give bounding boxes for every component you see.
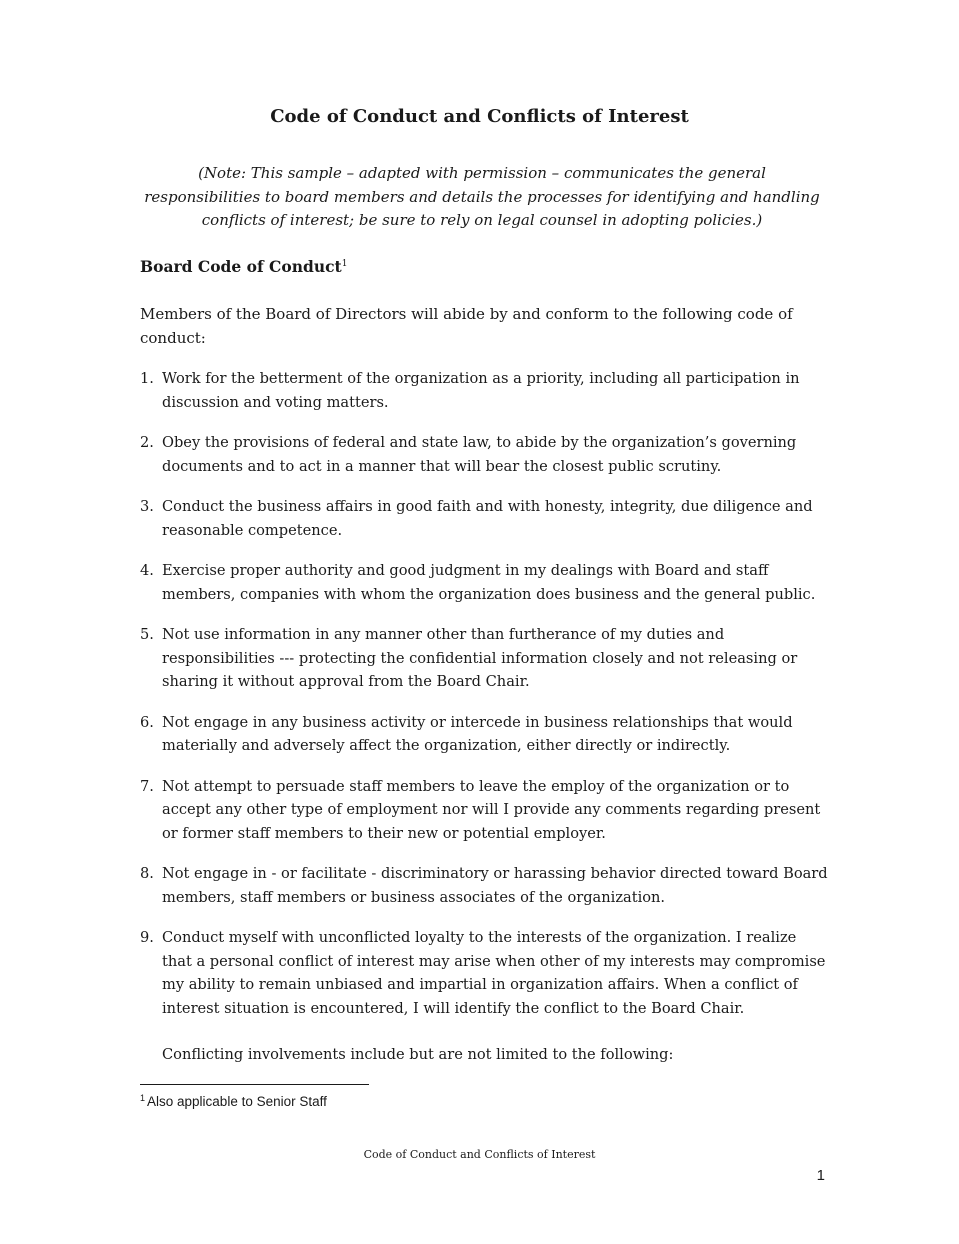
list-item-number: 8. bbox=[140, 865, 154, 882]
list-item-text: Not engage in - or facilitate - discriminatory or harassing behavior directed toward Board members, staff members or business associates of the organization. bbox=[162, 865, 828, 906]
page-number: 1 bbox=[816, 1167, 825, 1184]
list-item bbox=[140, 431, 828, 478]
section-heading-text: Board Code of Conduct bbox=[140, 257, 342, 276]
list-item-number: 9. bbox=[140, 929, 154, 946]
document-title: Code of Conduct and Conflicts of Interest bbox=[270, 106, 689, 127]
list-item bbox=[140, 623, 828, 694]
code-of-conduct-list bbox=[140, 367, 828, 1020]
footnote-marker: 1 bbox=[140, 1092, 146, 1103]
list-item bbox=[140, 862, 828, 909]
list-item bbox=[140, 926, 828, 1020]
list-item bbox=[140, 711, 828, 758]
list-item-number: 1. bbox=[140, 370, 154, 387]
list-item-number: 7. bbox=[140, 777, 154, 795]
list-item-text: Not use information in any manner other than furtherance of my duties and responsibilities --- protecting the confidential information closely and not releasing or sharing it without approval from the Board Chair. bbox=[162, 626, 798, 690]
list-item-text: Conduct myself with unconflicted loyalty to the interests of the organization. I realize that a personal conflict of interest may arise when other of my interests may compromise my ability to remain unbiased and impartial in organization affairs. When a conflict of interest situation is encountered, I will identify the conflict to the Board Chair. bbox=[162, 929, 826, 1017]
list-item-number: 6. bbox=[140, 713, 154, 731]
running-footer: Code of Conduct and Conflicts of Interest bbox=[363, 1148, 596, 1161]
list-item-text: Conduct the business affairs in good faith and with honesty, integrity, due diligence and reasonable competence. bbox=[162, 498, 813, 539]
conflicting-involvements-paragraph: Conflicting involvements include but are not limited to the following: bbox=[162, 1046, 674, 1063]
list-item-text: Not attempt to persuade staff members to leave the employ of the organization or to accept any other type of employment nor will I provide any comments regarding present or former staff members to their new or potential employer. bbox=[162, 777, 821, 842]
list-item-number: 3. bbox=[140, 498, 154, 515]
footnote bbox=[140, 1094, 327, 1109]
list-item-text: Exercise proper authority and good judgment in my dealings with Board and staff members, companies with whom the organization does business and the general public. bbox=[162, 562, 816, 603]
intro-paragraph: Members of the Board of Directors will abide by and conform to the following code of conduct: bbox=[140, 305, 793, 347]
list-item bbox=[140, 367, 828, 414]
list-item bbox=[140, 775, 828, 846]
section-heading bbox=[140, 257, 347, 276]
list-item-text: Work for the betterment of the organization as a priority, including all participation in discussion and voting matters. bbox=[162, 370, 800, 411]
footnote-divider bbox=[140, 1084, 369, 1085]
editorial-note: (Note: This sample – adapted with permission – communicates the general responsibilities to board members and details the processes for identifying and handling conflicts of interest; be sure to rely on legal counsel in adopting policies.) bbox=[144, 164, 820, 229]
footnote-text: Also applicable to Senior Staff bbox=[147, 1094, 327, 1109]
list-item-number: 2. bbox=[140, 434, 154, 451]
list-item-number: 4. bbox=[140, 562, 154, 579]
list-item-text: Not engage in any business activity or intercede in business relationships that would materially and adversely affect the organization, either directly or indirectly. bbox=[162, 713, 793, 754]
list-item bbox=[140, 495, 828, 542]
footnote-reference: 1 bbox=[341, 258, 348, 269]
list-item bbox=[140, 559, 828, 606]
list-item-text: Obey the provisions of federal and state law, to abide by the organization’s governing documents and to act in a manner that will bear the closest public scrutiny. bbox=[162, 434, 797, 475]
list-item-number: 5. bbox=[140, 626, 154, 643]
